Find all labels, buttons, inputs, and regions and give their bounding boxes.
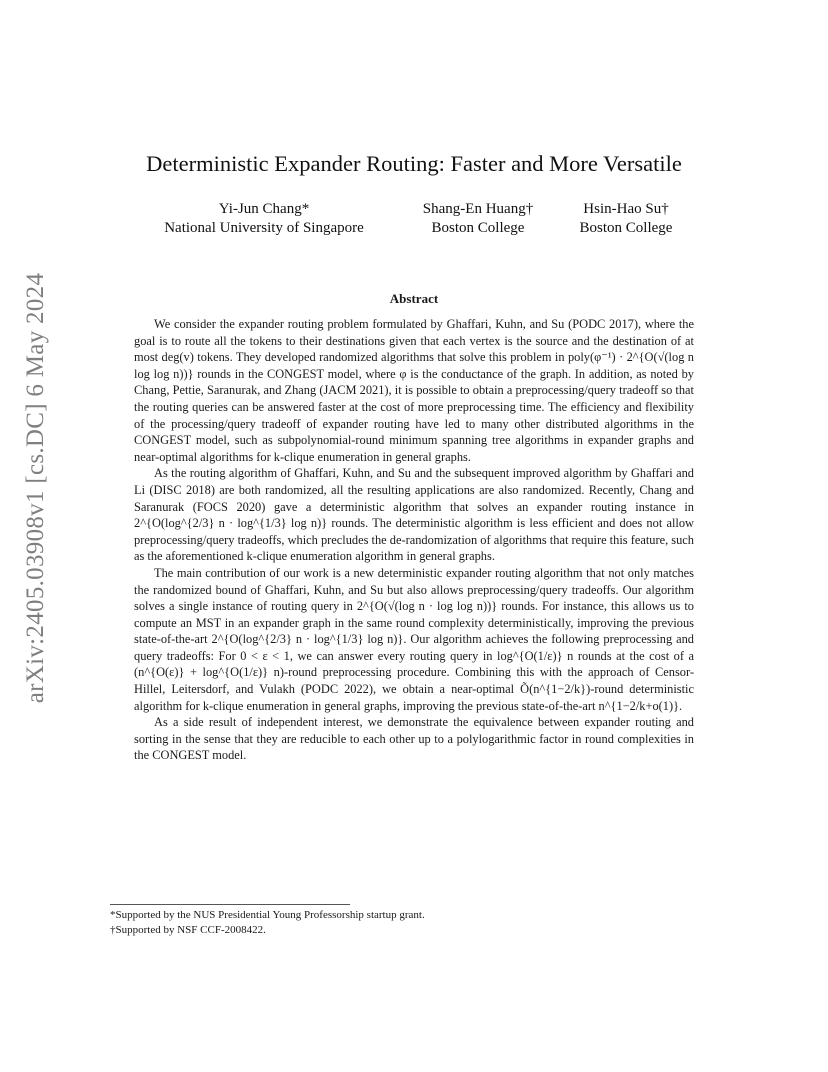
author-affiliation: Boston College (431, 220, 525, 236)
author-name: Shang-En Huang† (422, 201, 534, 217)
author-block (410, 200, 546, 238)
paper-title: Deterministic Expander Routing: Faster and More Versatile (146, 151, 682, 176)
abstract-paragraph: As a side result of independent interest, we demonstrate the equivalence between expander routing and sorting in the sense that they are reducible to each other up to a polylogarithmic factor in round complexities in the CONGEST model. (134, 715, 694, 763)
footnote-rule (110, 904, 350, 905)
abstract-heading: Abstract (389, 291, 439, 306)
author-affiliation: National University of Singapore (164, 220, 364, 236)
abstract-paragraph: As the routing algorithm of Ghaffari, Kuhn, and Su and the subsequent improved algorithm by Ghaffari and Li (DISC 2018) are both randomized, all the resulting applications are also randomized. Recently, Chang and Saranurak (FOCS 2020) gave a deterministic algorithm that solves an expander routing instance in 2^{O(log^{2/3} n · log^{1/3} log n)} rounds. The deterministic algorithm is less efficient and does not allow preprocessing/query tradeoffs, which precludes the de-randomization of algorithms that require this feature, such as the aforementioned k-clique enumeration algorithm in general graphs. (134, 466, 694, 564)
author-name: Yi-Jun Chang* (218, 201, 310, 217)
arxiv-id: arXiv:2405.03908v1 [cs.DC] 6 May 2024 (22, 272, 49, 704)
author-affiliation: Boston College (579, 220, 673, 236)
footnotes (110, 908, 425, 937)
arxiv-sidebar-stamp (14, 272, 58, 704)
footnote: †Supported by NSF CCF-2008422. (110, 923, 266, 936)
abstract-body (134, 316, 694, 764)
author-name: Hsin-Hao Su† (583, 201, 669, 217)
author-block (150, 200, 378, 238)
footnote: *Supported by the NUS Presidential Young Professorship startup grant. (110, 909, 425, 921)
author-block (568, 200, 684, 238)
abstract-paragraph: We consider the expander routing problem formulated by Ghaffari, Kuhn, and Su (PODC 2017), where the goal is to route all the tokens to their destinations given that each vertex is the source and the destination of at most deg(v) tokens. They developed randomized algorithms that solve this problem in poly(φ⁻¹) · 2^{O(√(log n log log n))} rounds in the CONGEST model, where φ is the conductance of the graph. In addition, as noted by Chang, Pettie, Saranurak, and Zhang (JACM 2021), it is possible to obtain a preprocessing/query tradeoff so that the routing queries can be answered faster at the cost of more preprocessing time. The efficiency and flexibility of the processing/query tradeoff of expander routing have led to many other distributed algorithms in the CONGEST model, such as subpolynomial-round minimum spanning tree algorithms in expander graphs and near-optimal algorithms for k-clique enumeration in general graphs. (134, 317, 694, 464)
abstract-paragraph: The main contribution of our work is a new deterministic expander routing algorithm that not only matches the randomized bound of Ghaffari, Kuhn, and Su but also allows preprocessing/query tradeoffs. Our algorithm solves a single instance of routing query in 2^{O(√(log n · log log n))} rounds. For instance, this allows us to compute an MST in an expander graph in the same round complexity deterministically, improving the previous state-of-the-art 2^{O(log^{2/3} n · log^{1/3} log n)}. Our algorithm achieves the following preprocessing and query tradeoffs: For 0 < ε < 1, we can answer every routing query in log^{O(1/ε)} n rounds at the cost of a (n^{O(ε)} + log^{O(1/ε)} n)-round preprocessing procedure. Combining this with the approach of Censor-Hillel, Leitersdorf, and Vulakh (PODC 2022), we obtain a near-optimal Õ(n^{1−2/k})-round deterministic algorithm for k-clique enumeration in general graphs, improving the previous state-of-the-art n^{1−2/k+o(1)}. (134, 565, 694, 713)
